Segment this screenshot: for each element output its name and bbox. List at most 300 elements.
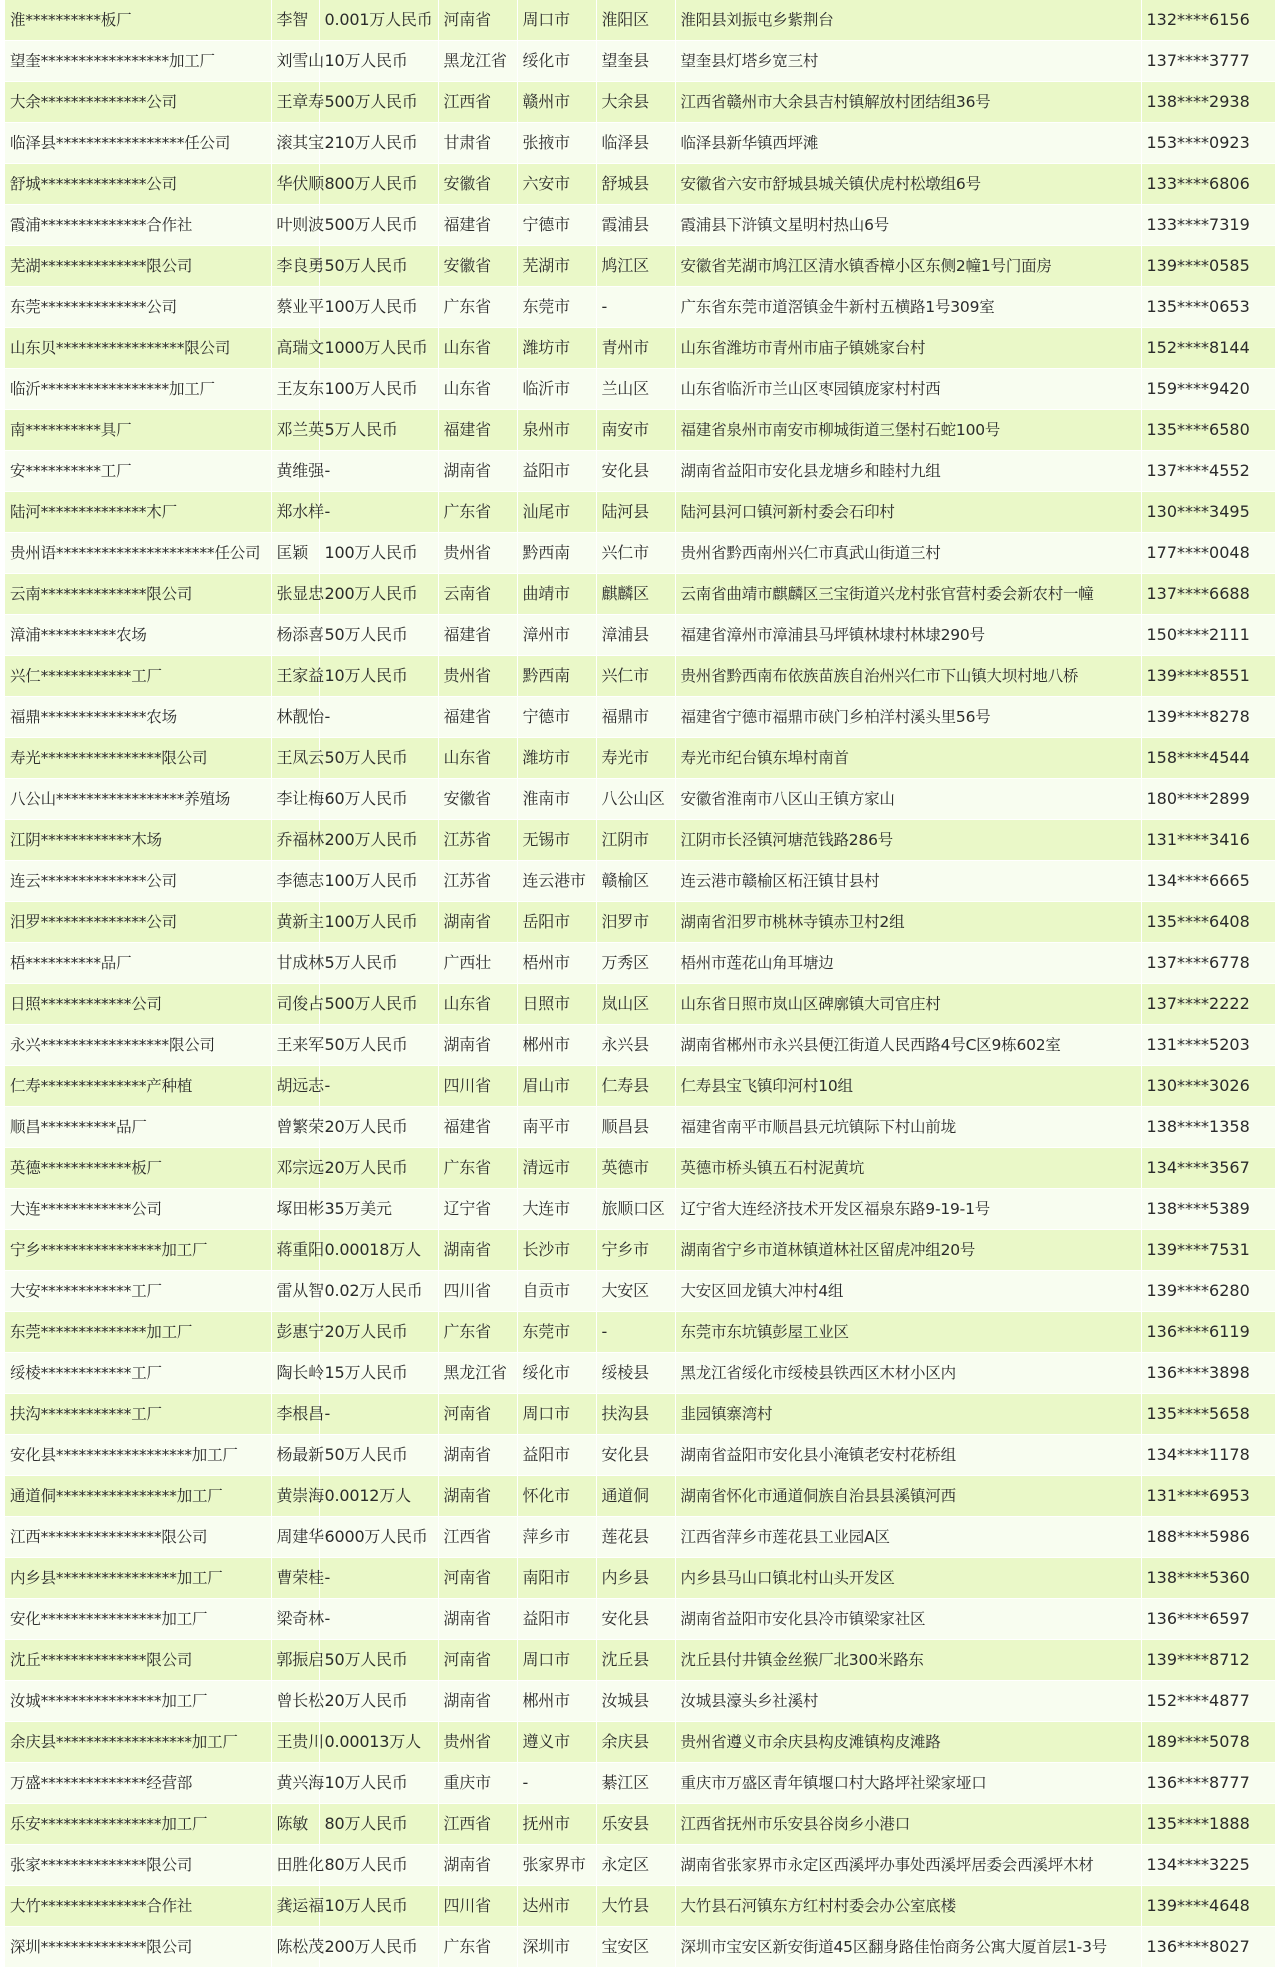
district-cell: 旅顺口区: [596, 1189, 675, 1230]
city-cell: 深圳市: [517, 1927, 596, 1968]
address-cell: 安徽省淮南市八区山王镇方家山: [675, 779, 1141, 820]
legal-person-cell: 胡远志: [271, 1066, 319, 1107]
table-row: [5, 1927, 1275, 1968]
district-cell: 麒麟区: [596, 574, 675, 615]
legal-person-cell: 陈松茂: [271, 1927, 319, 1968]
phone-cell: 131****6953: [1141, 1476, 1275, 1517]
address-cell: 寿光市纪台镇东埠村南首: [675, 738, 1141, 779]
registered-capital-cell: 6000万人民币: [319, 1517, 438, 1558]
phone-cell: 136****6597: [1141, 1599, 1275, 1640]
registered-capital-cell: 10万人民币: [319, 1763, 438, 1804]
legal-person-cell: 李让梅: [271, 779, 319, 820]
company-name-cell: 大连************公司: [5, 1189, 271, 1230]
legal-person-cell: 李根昌: [271, 1394, 319, 1435]
city-cell: 连云港市: [517, 861, 596, 902]
district-cell: 安化县: [596, 1435, 675, 1476]
address-cell: 望奎县灯塔乡宽三村: [675, 41, 1141, 82]
company-name-cell: 张家**************限公司: [5, 1845, 271, 1886]
table-row: [5, 697, 1275, 738]
legal-person-cell: 蒋重阳: [271, 1230, 319, 1271]
company-name-cell: 大余**************公司: [5, 82, 271, 123]
city-cell: 潍坊市: [517, 738, 596, 779]
address-cell: 梧州市莲花山角耳塘边: [675, 943, 1141, 984]
table-row: [5, 1681, 1275, 1722]
address-cell: 安徽省芜湖市鸠江区清水镇香樟小区东侧2幢1号门面房: [675, 246, 1141, 287]
legal-person-cell: 梁奇林: [271, 1599, 319, 1640]
registered-capital-cell: 50万人民币: [319, 615, 438, 656]
address-cell: 江阴市长泾镇河塘范钱路286号: [675, 820, 1141, 861]
province-cell: 江西省: [438, 82, 517, 123]
address-cell: 贵州省遵义市余庆县构皮滩镇构皮滩路: [675, 1722, 1141, 1763]
table-row: [5, 123, 1275, 164]
legal-person-cell: 蔡业平: [271, 287, 319, 328]
legal-person-cell: 高瑞文: [271, 328, 319, 369]
address-cell: 福建省泉州市南安市柳城街道三堡村石蛇100号: [675, 410, 1141, 451]
address-cell: 江西省赣州市大余县吉村镇解放村团结组36号: [675, 82, 1141, 123]
registered-capital-cell: 80万人民币: [319, 1845, 438, 1886]
legal-person-cell: 王来军: [271, 1025, 319, 1066]
phone-cell: 189****5078: [1141, 1722, 1275, 1763]
district-cell: 南安市: [596, 410, 675, 451]
registered-capital-cell: 0.00018万人: [319, 1230, 438, 1271]
city-cell: 萍乡市: [517, 1517, 596, 1558]
table-row: [5, 779, 1275, 820]
company-name-cell: 大安************工厂: [5, 1271, 271, 1312]
legal-person-cell: 黄崇海: [271, 1476, 319, 1517]
district-cell: 万秀区: [596, 943, 675, 984]
district-cell: 余庆县: [596, 1722, 675, 1763]
city-cell: 怀化市: [517, 1476, 596, 1517]
phone-cell: 134****6665: [1141, 861, 1275, 902]
legal-person-cell: 塚田彬: [271, 1189, 319, 1230]
registered-capital-cell: 0.00013万人: [319, 1722, 438, 1763]
registered-capital-cell: 50万人民币: [319, 1435, 438, 1476]
district-cell: 汝城县: [596, 1681, 675, 1722]
phone-cell: 137****3777: [1141, 41, 1275, 82]
province-cell: 河南省: [438, 1394, 517, 1435]
company-name-cell: 江阴************木场: [5, 820, 271, 861]
province-cell: 河南省: [438, 1558, 517, 1599]
city-cell: 遵义市: [517, 1722, 596, 1763]
registered-capital-cell: -: [319, 492, 438, 533]
registered-capital-cell: 60万人民币: [319, 779, 438, 820]
registered-capital-cell: 100万人民币: [319, 533, 438, 574]
city-cell: 无锡市: [517, 820, 596, 861]
company-table: [5, 0, 1276, 1968]
legal-person-cell: 雷从智: [271, 1271, 319, 1312]
legal-person-cell: 曾长松: [271, 1681, 319, 1722]
district-cell: 顺昌县: [596, 1107, 675, 1148]
province-cell: 湖南省: [438, 902, 517, 943]
city-cell: 漳州市: [517, 615, 596, 656]
district-cell: 莲花县: [596, 1517, 675, 1558]
company-name-cell: 英德************板厂: [5, 1148, 271, 1189]
legal-person-cell: 王凤云: [271, 738, 319, 779]
address-cell: 福建省宁德市福鼎市硖门乡柏洋村溪头里56号: [675, 697, 1141, 738]
registered-capital-cell: 80万人民币: [319, 1804, 438, 1845]
city-cell: 岳阳市: [517, 902, 596, 943]
legal-person-cell: 曾繁荣: [271, 1107, 319, 1148]
legal-person-cell: 龚运福: [271, 1886, 319, 1927]
legal-person-cell: 曹荣桂: [271, 1558, 319, 1599]
table-row: [5, 615, 1275, 656]
address-cell: 江西省抚州市乐安县谷岗乡小港口: [675, 1804, 1141, 1845]
address-cell: 重庆市万盛区青年镇堰口村大路坪社梁家垭口: [675, 1763, 1141, 1804]
district-cell: 大余县: [596, 82, 675, 123]
city-cell: 自贡市: [517, 1271, 596, 1312]
province-cell: 贵州省: [438, 533, 517, 574]
province-cell: 江西省: [438, 1517, 517, 1558]
district-cell: 沈丘县: [596, 1640, 675, 1681]
table-row: [5, 369, 1275, 410]
phone-cell: 159****9420: [1141, 369, 1275, 410]
district-cell: 陆河县: [596, 492, 675, 533]
district-cell: 綦江区: [596, 1763, 675, 1804]
table-row: [5, 1517, 1275, 1558]
address-cell: 大竹县石河镇东方红村村委会办公室底楼: [675, 1886, 1141, 1927]
company-name-cell: 大竹**************合作社: [5, 1886, 271, 1927]
district-cell: 赣榆区: [596, 861, 675, 902]
address-cell: 霞浦县下浒镇文星明村热山6号: [675, 205, 1141, 246]
address-cell: 山东省潍坊市青州市庙子镇姚家台村: [675, 328, 1141, 369]
registered-capital-cell: 35万美元: [319, 1189, 438, 1230]
province-cell: 重庆市: [438, 1763, 517, 1804]
table-row: [5, 1107, 1275, 1148]
city-cell: 益阳市: [517, 1435, 596, 1476]
table-row: [5, 984, 1275, 1025]
city-cell: 绥化市: [517, 41, 596, 82]
city-cell: 清远市: [517, 1148, 596, 1189]
company-name-cell: 云南**************限公司: [5, 574, 271, 615]
city-cell: 南平市: [517, 1107, 596, 1148]
phone-cell: 152****4877: [1141, 1681, 1275, 1722]
province-cell: 湖南省: [438, 451, 517, 492]
registered-capital-cell: 210万人民币: [319, 123, 438, 164]
registered-capital-cell: 10万人民币: [319, 41, 438, 82]
province-cell: 河南省: [438, 1640, 517, 1681]
district-cell: 淮阳区: [596, 0, 675, 41]
phone-cell: 134****3567: [1141, 1148, 1275, 1189]
province-cell: 福建省: [438, 697, 517, 738]
company-name-cell: 芜湖**************限公司: [5, 246, 271, 287]
phone-cell: 180****2899: [1141, 779, 1275, 820]
phone-cell: 134****3225: [1141, 1845, 1275, 1886]
company-name-cell: 乐安****************加工厂: [5, 1804, 271, 1845]
registered-capital-cell: 100万人民币: [319, 902, 438, 943]
province-cell: 江苏省: [438, 861, 517, 902]
phone-cell: 138****1358: [1141, 1107, 1275, 1148]
registered-capital-cell: 10万人民币: [319, 1886, 438, 1927]
table-row: [5, 820, 1275, 861]
district-cell: 兴仁市: [596, 533, 675, 574]
registered-capital-cell: 50万人民币: [319, 246, 438, 287]
province-cell: 江苏省: [438, 820, 517, 861]
district-cell: 寿光市: [596, 738, 675, 779]
district-cell: 永兴县: [596, 1025, 675, 1066]
legal-person-cell: 王家益: [271, 656, 319, 697]
district-cell: 安化县: [596, 1599, 675, 1640]
company-name-cell: 寿光****************限公司: [5, 738, 271, 779]
district-cell: 江阴市: [596, 820, 675, 861]
province-cell: 湖南省: [438, 1230, 517, 1271]
registered-capital-cell: 200万人民币: [319, 820, 438, 861]
province-cell: 广东省: [438, 1927, 517, 1968]
district-cell: 扶沟县: [596, 1394, 675, 1435]
address-cell: 湖南省汨罗市桃林寺镇赤卫村2组: [675, 902, 1141, 943]
phone-cell: 188****5986: [1141, 1517, 1275, 1558]
district-cell: 霞浦县: [596, 205, 675, 246]
province-cell: 安徽省: [438, 779, 517, 820]
legal-person-cell: 滚其宝: [271, 123, 319, 164]
province-cell: 山东省: [438, 369, 517, 410]
legal-person-cell: 乔福林: [271, 820, 319, 861]
legal-person-cell: 林靓怡: [271, 697, 319, 738]
province-cell: 贵州省: [438, 1722, 517, 1763]
table-row: [5, 0, 1275, 41]
province-cell: 四川省: [438, 1271, 517, 1312]
city-cell: 益阳市: [517, 1599, 596, 1640]
company-name-cell: 通道侗****************加工厂: [5, 1476, 271, 1517]
company-name-cell: 东莞**************加工厂: [5, 1312, 271, 1353]
city-cell: 眉山市: [517, 1066, 596, 1107]
address-cell: 陆河县河口镇河新村委会石印村: [675, 492, 1141, 533]
legal-person-cell: 彭惠宁: [271, 1312, 319, 1353]
province-cell: 黑龙江省: [438, 41, 517, 82]
company-name-cell: 永兴*****************限公司: [5, 1025, 271, 1066]
district-cell: 望奎县: [596, 41, 675, 82]
city-cell: 东莞市: [517, 1312, 596, 1353]
province-cell: 广东省: [438, 1312, 517, 1353]
table-row: [5, 1558, 1275, 1599]
registered-capital-cell: 10万人民币: [319, 656, 438, 697]
address-cell: 大安区回龙镇大冲村4组: [675, 1271, 1141, 1312]
district-cell: 八公山区: [596, 779, 675, 820]
district-cell: 岚山区: [596, 984, 675, 1025]
company-name-cell: 漳浦**********农场: [5, 615, 271, 656]
address-cell: 湖南省益阳市安化县小淹镇老安村花桥组: [675, 1435, 1141, 1476]
phone-cell: 139****8278: [1141, 697, 1275, 738]
table-row: [5, 1476, 1275, 1517]
legal-person-cell: 李智: [271, 0, 319, 41]
district-cell: 兰山区: [596, 369, 675, 410]
legal-person-cell: 叶则波: [271, 205, 319, 246]
district-cell: 汨罗市: [596, 902, 675, 943]
province-cell: 江西省: [438, 1804, 517, 1845]
registered-capital-cell: 0.001万人民币: [319, 0, 438, 41]
table-row: [5, 902, 1275, 943]
city-cell: 临沂市: [517, 369, 596, 410]
district-cell: 大安区: [596, 1271, 675, 1312]
address-cell: 湖南省益阳市安化县冷市镇梁家社区: [675, 1599, 1141, 1640]
district-cell: -: [596, 287, 675, 328]
registered-capital-cell: 100万人民币: [319, 369, 438, 410]
province-cell: 河南省: [438, 0, 517, 41]
province-cell: 山东省: [438, 738, 517, 779]
table-row: [5, 1804, 1275, 1845]
phone-cell: 152****8144: [1141, 328, 1275, 369]
city-cell: 绥化市: [517, 1353, 596, 1394]
company-name-cell: 内乡县****************加工厂: [5, 1558, 271, 1599]
legal-person-cell: 黄维强: [271, 451, 319, 492]
table-row: [5, 1394, 1275, 1435]
district-cell: 兴仁市: [596, 656, 675, 697]
province-cell: 湖南省: [438, 1681, 517, 1722]
address-cell: 贵州省黔西南州兴仁市真武山街道三村: [675, 533, 1141, 574]
table-row: [5, 451, 1275, 492]
company-name-cell: 陆河**************木厂: [5, 492, 271, 533]
legal-person-cell: 张显忠: [271, 574, 319, 615]
province-cell: 湖南省: [438, 1599, 517, 1640]
company-name-cell: 东莞**************公司: [5, 287, 271, 328]
phone-cell: 136****6119: [1141, 1312, 1275, 1353]
registered-capital-cell: 5万人民币: [319, 410, 438, 451]
company-name-cell: 淮**********板厂: [5, 0, 271, 41]
legal-person-cell: 司俊占: [271, 984, 319, 1025]
legal-person-cell: 陶长岭: [271, 1353, 319, 1394]
registered-capital-cell: 5万人民币: [319, 943, 438, 984]
district-cell: 临泽县: [596, 123, 675, 164]
table-row: [5, 1722, 1275, 1763]
table-row: [5, 1148, 1275, 1189]
phone-cell: 137****4552: [1141, 451, 1275, 492]
registered-capital-cell: 20万人民币: [319, 1107, 438, 1148]
company-name-cell: 日照************公司: [5, 984, 271, 1025]
phone-cell: 136****8777: [1141, 1763, 1275, 1804]
province-cell: 广东省: [438, 1148, 517, 1189]
registered-capital-cell: -: [319, 1066, 438, 1107]
table-row: [5, 287, 1275, 328]
city-cell: 郴州市: [517, 1025, 596, 1066]
city-cell: 淮南市: [517, 779, 596, 820]
legal-person-cell: 甘成林: [271, 943, 319, 984]
company-name-cell: 沈丘**************限公司: [5, 1640, 271, 1681]
phone-cell: 131****5203: [1141, 1025, 1275, 1066]
city-cell: 大连市: [517, 1189, 596, 1230]
district-cell: 宝安区: [596, 1927, 675, 1968]
phone-cell: 135****5658: [1141, 1394, 1275, 1435]
company-name-cell: 梧**********品厂: [5, 943, 271, 984]
address-cell: 内乡县马山口镇北村山头开发区: [675, 1558, 1141, 1599]
district-cell: 漳浦县: [596, 615, 675, 656]
registered-capital-cell: 50万人民币: [319, 1640, 438, 1681]
table-row: [5, 1189, 1275, 1230]
registered-capital-cell: -: [319, 697, 438, 738]
phone-cell: 139****8712: [1141, 1640, 1275, 1681]
address-cell: 湖南省郴州市永兴县便江街道人民西路4号C区9栋602室: [675, 1025, 1141, 1066]
city-cell: 芜湖市: [517, 246, 596, 287]
registered-capital-cell: 800万人民币: [319, 164, 438, 205]
phone-cell: 132****6156: [1141, 0, 1275, 41]
phone-cell: 133****6806: [1141, 164, 1275, 205]
legal-person-cell: 黄兴海: [271, 1763, 319, 1804]
province-cell: 福建省: [438, 410, 517, 451]
legal-person-cell: 黄新主: [271, 902, 319, 943]
company-name-cell: 江西****************限公司: [5, 1517, 271, 1558]
province-cell: 贵州省: [438, 656, 517, 697]
registered-capital-cell: 500万人民币: [319, 984, 438, 1025]
district-cell: 仁寿县: [596, 1066, 675, 1107]
address-cell: 沈丘县付井镇金丝猴厂北300米路东: [675, 1640, 1141, 1681]
city-cell: 泉州市: [517, 410, 596, 451]
company-name-cell: 顺昌**********品厂: [5, 1107, 271, 1148]
legal-person-cell: 华伏顺: [271, 164, 319, 205]
province-cell: 甘肃省: [438, 123, 517, 164]
table-row: [5, 246, 1275, 287]
province-cell: 福建省: [438, 615, 517, 656]
phone-cell: 135****6408: [1141, 902, 1275, 943]
city-cell: 周口市: [517, 1394, 596, 1435]
phone-cell: 138****5360: [1141, 1558, 1275, 1599]
table-row: [5, 1312, 1275, 1353]
phone-cell: 137****6688: [1141, 574, 1275, 615]
table-row: [5, 164, 1275, 205]
registered-capital-cell: 500万人民币: [319, 82, 438, 123]
district-cell: -: [596, 1312, 675, 1353]
legal-person-cell: 陈敏: [271, 1804, 319, 1845]
phone-cell: 131****3416: [1141, 820, 1275, 861]
province-cell: 湖南省: [438, 1025, 517, 1066]
district-cell: 青州市: [596, 328, 675, 369]
registered-capital-cell: 200万人民币: [319, 574, 438, 615]
city-cell: 黔西南: [517, 656, 596, 697]
company-name-cell: 八公山*****************养殖场: [5, 779, 271, 820]
phone-cell: 150****2111: [1141, 615, 1275, 656]
table-row: [5, 861, 1275, 902]
city-cell: 抚州市: [517, 1804, 596, 1845]
city-cell: 张掖市: [517, 123, 596, 164]
phone-cell: 139****6280: [1141, 1271, 1275, 1312]
legal-person-cell: 李德志: [271, 861, 319, 902]
company-name-cell: 安化县******************加工厂: [5, 1435, 271, 1476]
company-name-cell: 临泽县*****************任公司: [5, 123, 271, 164]
registered-capital-cell: 100万人民币: [319, 287, 438, 328]
registered-capital-cell: 20万人民币: [319, 1148, 438, 1189]
legal-person-cell: 李良勇: [271, 246, 319, 287]
city-cell: 梧州市: [517, 943, 596, 984]
city-cell: 周口市: [517, 0, 596, 41]
province-cell: 广东省: [438, 287, 517, 328]
phone-cell: 130****3495: [1141, 492, 1275, 533]
legal-person-cell: 杨最新: [271, 1435, 319, 1476]
phone-cell: 134****1178: [1141, 1435, 1275, 1476]
company-name-cell: 舒城**************公司: [5, 164, 271, 205]
table-row: [5, 1025, 1275, 1066]
phone-cell: 177****0048: [1141, 533, 1275, 574]
legal-person-cell: 王友东: [271, 369, 319, 410]
registered-capital-cell: -: [319, 451, 438, 492]
address-cell: 淮阳县刘振屯乡紫荆台: [675, 0, 1141, 41]
phone-cell: 153****0923: [1141, 123, 1275, 164]
district-cell: 舒城县: [596, 164, 675, 205]
phone-cell: 138****5389: [1141, 1189, 1275, 1230]
city-cell: 宁德市: [517, 205, 596, 246]
city-cell: 赣州市: [517, 82, 596, 123]
table-row: [5, 41, 1275, 82]
company-name-cell: 安化****************加工厂: [5, 1599, 271, 1640]
phone-cell: 135****0653: [1141, 287, 1275, 328]
company-name-cell: 深圳**************限公司: [5, 1927, 271, 1968]
province-cell: 山东省: [438, 328, 517, 369]
table-row: [5, 1845, 1275, 1886]
table-row: [5, 738, 1275, 779]
company-name-cell: 望奎*****************加工厂: [5, 41, 271, 82]
company-name-cell: 安**********工厂: [5, 451, 271, 492]
address-cell: 英德市桥头镇五石村泥黄坑: [675, 1148, 1141, 1189]
registered-capital-cell: 20万人民币: [319, 1681, 438, 1722]
address-cell: 福建省南平市顺昌县元坑镇际下村山前垅: [675, 1107, 1141, 1148]
district-cell: 鸠江区: [596, 246, 675, 287]
city-cell: 日照市: [517, 984, 596, 1025]
